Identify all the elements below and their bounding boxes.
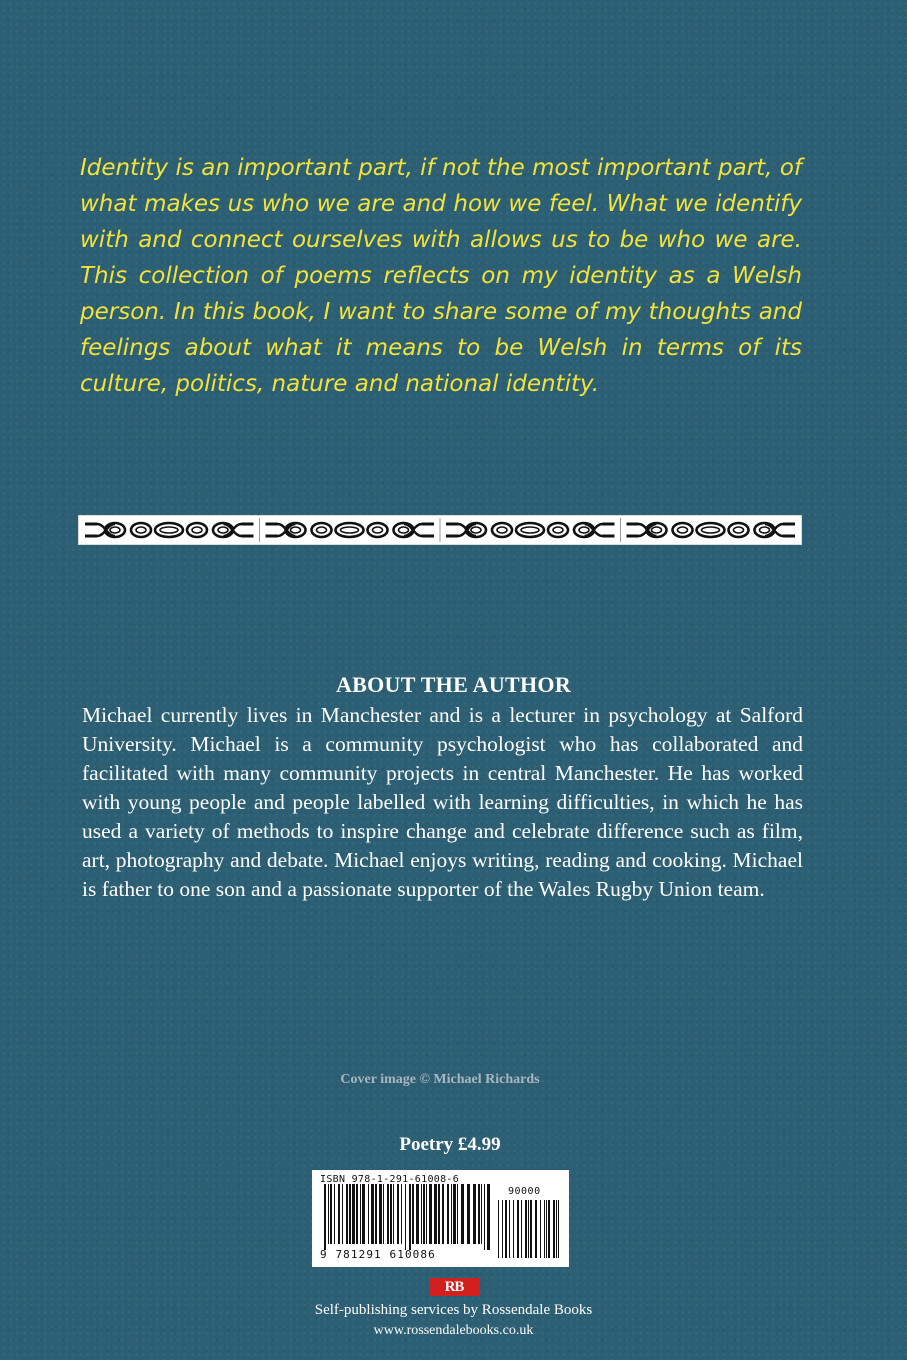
publisher-website: www.rossendalebooks.co.uk (373, 1323, 534, 1338)
isbn-text: ISBN 978-1-291-61008-6 (320, 1174, 460, 1185)
celtic-knot-border-icon (78, 515, 802, 545)
genre-price: Poetry £4.99 (399, 1134, 501, 1155)
barcode-digits: 9 781291 610086 (320, 1248, 436, 1261)
back-cover-blurb: Identity is an important part, if not the most important part, of what makes us who we are and how we feel. What we identify with and connect ourselves with allows us to be who we are. This collection of poems reflects on my identity as a Welsh person. In this book, I want to share some of my thoughts and feelings about what it means to be Welsh in terms of its culture, politics, nature and national identity. (80, 155, 802, 397)
about-author-heading: ABOUT THE AUTHOR (335, 672, 572, 697)
about-author-text: Michael currently lives in Manchester and is a lecturer in psychology at Salford University. Michael is a community psychologist who has collaborated and facilitated with many community projects in central Manchester. He has worked with young people and people labelled with learning difficulties, in which he has used a variety of methods to inspire change and celebrate difference such as film, art, photography and debate. Michael enjoys writing, reading and cooking. Michael is father to one son and a passionate supporter of the Wales Rugby Union team. (82, 703, 803, 901)
cover-image-credit: Cover image © Michael Richards (340, 1072, 540, 1087)
price-addon-code: 90000 (508, 1186, 541, 1197)
publisher-line: Self-publishing services by Rossendale Books (314, 1302, 593, 1318)
isbn-barcode (312, 1170, 569, 1267)
rossendale-books-logo: RB (429, 1278, 479, 1296)
